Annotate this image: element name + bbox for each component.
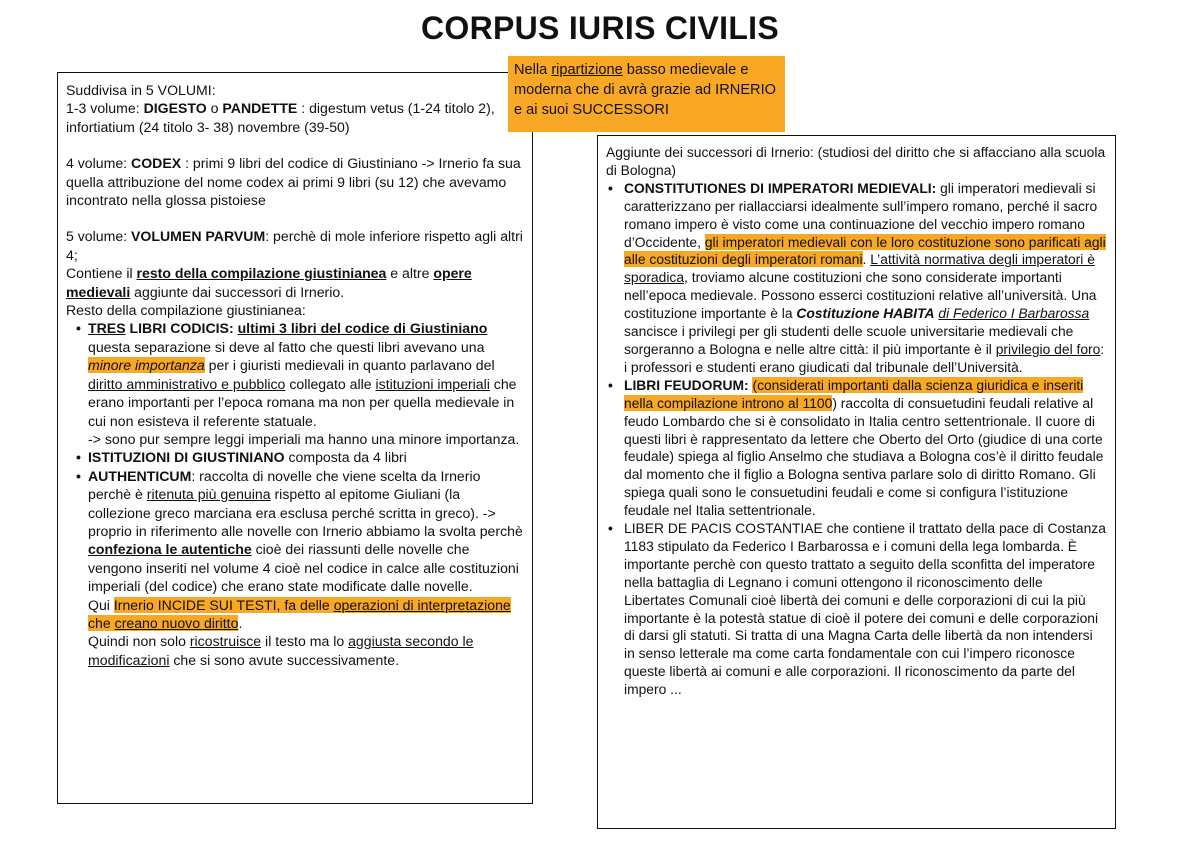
highlight-libri-feudorum: (considerati importanti dalla scienza giuridica e inseriti nella compilazione introno al 1100 xyxy=(624,376,1084,411)
left-notes-box xyxy=(57,72,533,804)
list-item-libri-feudorum: • LIBRI FEUDORUM: (considerati importanti dalla scienza giuridica e inseriti nella compilazione introno al 1100) raccolta di consuetudini feudali relative al feudo Lombardo che si è consolidato in Italia centro settentrionale. Il cuore di questi libri è rappresentato da lettere che Oberto del Orto (giudice di una corte feudale) spiega al figlio Anselmo che studiava a Bologna cos’è il diritto feudale dal momento che il figlio a Bologna sentiva parlare solo di diritto Romano. Gli spiega quali sono le consuetudini feudali e come si configura l’istituzione feudale nel Italia settentrionale. xyxy=(618,377,1107,520)
volume-5: 5 volume: VOLUMEN PARVUM: perchè di mole inferiore rispetto agli altri 4; xyxy=(66,228,523,263)
callout-text-rest: basso medievale e moderna che di avrà grazie ad IRNERIO e ai suoi SUCCESSORI xyxy=(514,62,776,118)
successori-intro: Aggiunte dei successori di Irnerio: (studiosi del diritto che si affacciano alla scuola di Bologna) xyxy=(606,144,1106,178)
list-item-liber-de-pacis: • LIBER DE PACIS COSTANTIAE che contiene il trattato della pace di Costanza 1183 stipulato da Federico I Barbarossa e i comuni della lega lombarda. È importante perchè con questo trattato a seguito della sconfitta del imperatore nella battaglia di Legnano i comuni ottengono il riconoscimento delle Libertates Comunali cioè libertà dei comuni e delle corporazioni di cui la più importante è la potestà statue di cioè il potere dei comuni e delle corporazioni di darsi gli statuti. Si tratta di una Magna Carta delle libertà da non intendersi in senso letterale ma come carta fondamentale con cui l’impero riconosce queste libertà ai comuni e alle corporazioni. Il riconoscimento da parte del impero ... xyxy=(618,520,1107,699)
volumes-1-3: 1-3 volume: DIGESTO o PANDETTE : digestum vetus (1-24 titolo 2), infortiatium (24 titolo 3- 38) novembre (39-50) xyxy=(66,100,495,135)
volume-5-contents: Contiene il resto della compilazione giustinianea e altre opere medievali aggiunte dai successori di Irnerio. xyxy=(66,265,472,300)
list-item-istituzioni: • ISTITUZIONI DI GIUSTINIANO composta da 4 libri xyxy=(78,448,524,466)
right-notes-box xyxy=(597,135,1116,829)
volume-4: 4 volume: CODEX : primi 9 libri del codice di Giustiniano -> Irnerio fa sua quella attribuzione del nome codex ai primi 9 libri (su 12) che avevamo incontrato nella glossa pistoiese xyxy=(66,155,521,209)
callout-underlined-term: ripartizione xyxy=(551,62,623,78)
callout-text: Nella xyxy=(514,62,552,78)
list-item-tres-libri: • TRES LIBRI CODICIS: ultimi 3 libri del codice di Giustiniano questa separazione si deve al fatto che questi libri avevano una minore importanza per i giuristi medievali in quanto parlavano del diritto amministrativo e pubblico collegato alle istituzioni imperiali che erano importanti per l’epoca romana ma non per quella medievale in cui non esisteva il referente statuale. -> sono pur sempre leggi imperiali ma hanno una minore importanza. xyxy=(78,319,524,448)
resto-heading: Resto della compilazione giustinianea: xyxy=(66,302,306,319)
volumes-intro: Suddivisa in 5 VOLUMI: xyxy=(66,82,216,98)
list-item-constitutiones: • CONSTITUTIONES DI IMPERATORI MEDIEVALI: gli imperatori medievali si caratterizzano per riallacciarsi idealmente sull’impero romano, perché il sacro romano impero è visto come una continuazione del vecchio impero romano d’Occidente, gli imperatori medievali con le loro costituzione sono parificati agli alle costituzioni degli imperatori romani. L’attività normativa degli imperatori è sporadica, troviamo alcune costituzioni che sono considerate importanti nell’epoca medievale. Possono esserci costituzioni relative all’università. Una costituzione importante è la Costituzione HABITA di Federico I Barbarossa sancisce i privilegi per gli studenti delle scuole universitarie medievali che sorgeranno a Bologna e nelle altre città: il più importante è il privilegio del foro: i professori e studenti erano giudicati dal tribunale dell’Università. xyxy=(618,180,1107,377)
list-item-authenticum: • AUTHENTICUM: raccolta di novelle che viene scelta da Irnerio perchè è ritenuta più genuina rispetto al epitome Giuliani (la collezione greco marciana era esclusa perché scritta in greco). -> proprio in riferimento alle novelle con Irnerio abbiamo la svolta perchè confeziona le autentiche cioè dei riassunti delle novelle che vengono inseriti nel volume 4 cioè nel codice in calce alle costituzioni imperiali (del codice) che erano state modificate dalle novelle. Qui Irnerio INCIDE SUI TESTI, fa delle operazioni di interpretazione che creano nuovo diritto. Quindi non solo ricostruisce il testo ma lo aggiusta secondo le modificazioni che si sono avute successivamente. xyxy=(78,467,524,669)
orange-callout-box xyxy=(508,56,785,132)
highlight-minore-importanza: minore importanza xyxy=(88,357,205,374)
resto-list xyxy=(66,319,524,669)
successori-list xyxy=(606,180,1107,699)
page-title: CORPUS IURIS CIVILIS xyxy=(420,10,780,46)
highlight-parificati: gli imperatori medievali con le loro costituzione sono parificati agli alle costituzioni degli imperatori romani xyxy=(624,233,1106,268)
highlight-irnerio-incide: Irnerio INCIDE SUI TESTI, fa delle operazioni di interpretazione che creano nuovo diritto xyxy=(88,596,511,631)
